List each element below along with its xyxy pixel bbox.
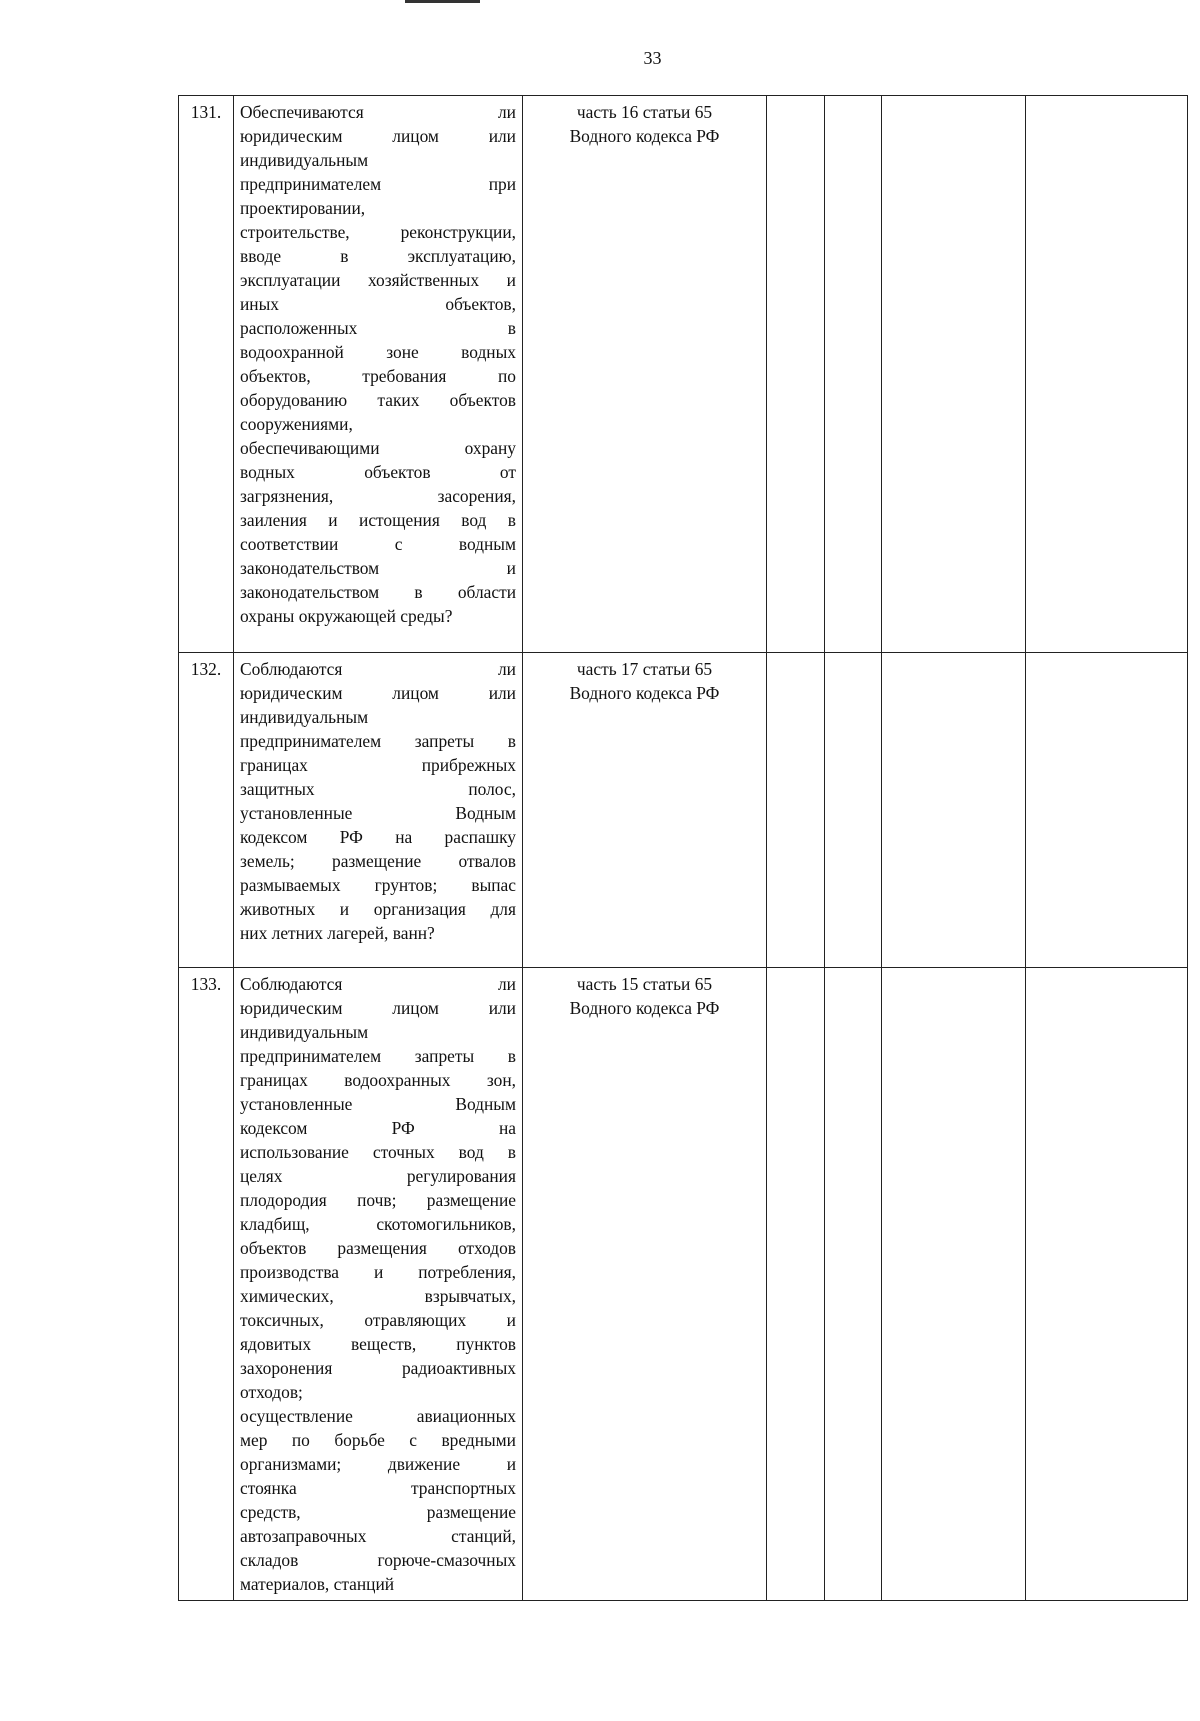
row-number: 133. — [179, 968, 234, 1601]
question-line: автозаправочных станций, — [240, 1526, 516, 1546]
question-line: размываемых грунтов; выпас — [240, 875, 516, 895]
question-line: строительстве, реконструкции, — [240, 222, 516, 242]
question-line: отходов; — [240, 1382, 303, 1402]
answer-yes-cell — [767, 968, 825, 1601]
question-line: животных и организация для — [240, 899, 516, 919]
question-line: оборудованию таких объектов — [240, 390, 516, 410]
question-line: водоохранной зоне водных — [240, 342, 516, 362]
page-number: 33 — [643, 48, 662, 68]
question-line: сооружениями, — [240, 414, 353, 434]
legal-reference-line: часть 15 статьи 65 — [576, 974, 713, 994]
question-line: юридическим лицом или — [240, 683, 516, 703]
question-line: объектов, требования по — [240, 366, 516, 386]
question-line: законодательством в области — [240, 582, 516, 602]
question-line: водных объектов от — [240, 462, 516, 482]
question-line: осуществление авиационных — [240, 1406, 516, 1426]
question-line: вводе в эксплуатацию, — [240, 246, 516, 266]
question-line: проектировании, — [240, 198, 366, 218]
question-line: загрязнения, засорения, — [240, 486, 516, 506]
question-line: кодексом РФ на распашку — [240, 827, 516, 847]
question-line: использование сточных вод в — [240, 1142, 516, 1162]
question-line: объектов размещения отходов — [240, 1238, 516, 1258]
question-line: кладбищ, скотомогильников, — [240, 1214, 516, 1234]
scan-artifact — [405, 0, 480, 3]
question-line: токсичных, отравляющих и — [240, 1310, 516, 1330]
question-text — [234, 968, 523, 1601]
question-line: индивидуальным — [240, 707, 369, 727]
question-line: целях регулирования — [240, 1166, 516, 1186]
question-line: земель; размещение отвалов — [240, 851, 516, 871]
question-line: средств, размещение — [240, 1502, 516, 1522]
question-line: установленные Водным — [240, 803, 516, 823]
row-number: 132. — [179, 653, 234, 968]
question-line: границах прибрежных — [240, 755, 516, 775]
answer-no-cell — [825, 96, 882, 653]
legal-reference-line: Водного кодекса РФ — [569, 998, 720, 1018]
notes-cell — [1026, 96, 1188, 653]
question-line: них летних лагерей, ванн? — [240, 923, 435, 943]
question-line: материалов, станций — [240, 1574, 395, 1594]
question-line: границах водоохранных зон, — [240, 1070, 516, 1090]
question-line: обеспечивающими охрану — [240, 438, 516, 458]
question-line: мер по борьбе с вредными — [240, 1430, 516, 1450]
question-line: иных объектов, — [240, 294, 516, 314]
question-line: ядовитых веществ, пунктов — [240, 1334, 516, 1354]
question-line: установленные Водным — [240, 1094, 516, 1114]
question-line: охраны окружающей среды? — [240, 606, 453, 626]
table-row — [179, 96, 1188, 653]
notes-cell — [1026, 653, 1188, 968]
question-line: расположенных в — [240, 318, 516, 338]
legal-reference-line: Водного кодекса РФ — [569, 126, 720, 146]
legal-reference-line: часть 16 статьи 65 — [576, 102, 713, 122]
answer-yes-cell — [767, 96, 825, 653]
question-line: кодексом РФ на — [240, 1118, 516, 1138]
question-line: предпринимателем запреты в — [240, 731, 516, 751]
question-line: стоянка транспортных — [240, 1478, 516, 1498]
legal-reference — [523, 968, 767, 1601]
question-line: химических, взрывчатых, — [240, 1286, 516, 1306]
question-line: Соблюдаются ли — [240, 974, 516, 994]
question-line: индивидуальным — [240, 150, 369, 170]
answer-na-cell — [882, 968, 1026, 1601]
question-line: захоронения радиоактивных — [240, 1358, 516, 1378]
question-line: юридическим лицом или — [240, 126, 516, 146]
answer-yes-cell — [767, 653, 825, 968]
question-line: складов горюче-смазочных — [240, 1550, 516, 1570]
question-line: защитных полос, — [240, 779, 516, 799]
question-line: законодательством и — [240, 558, 516, 578]
answer-no-cell — [825, 968, 882, 1601]
table-row — [179, 653, 1188, 968]
question-line: производства и потребления, — [240, 1262, 516, 1282]
notes-cell — [1026, 968, 1188, 1601]
answer-no-cell — [825, 653, 882, 968]
question-line: плодородия почв; размещение — [240, 1190, 516, 1210]
question-line: Соблюдаются ли — [240, 659, 516, 679]
row-number: 131. — [179, 96, 234, 653]
answer-na-cell — [882, 96, 1026, 653]
question-text — [234, 96, 523, 653]
legal-reference-line: часть 17 статьи 65 — [576, 659, 713, 679]
question-line: предпринимателем при — [240, 174, 516, 194]
legal-reference — [523, 653, 767, 968]
checklist-table — [178, 95, 1188, 1601]
question-line: организмами; движение и — [240, 1454, 516, 1474]
question-line: заиления и истощения вод в — [240, 510, 516, 530]
question-line: предпринимателем запреты в — [240, 1046, 516, 1066]
question-line: юридическим лицом или — [240, 998, 516, 1018]
legal-reference-line: Водного кодекса РФ — [569, 683, 720, 703]
question-line: Обеспечиваются ли — [240, 102, 516, 122]
legal-reference — [523, 96, 767, 653]
answer-na-cell — [882, 653, 1026, 968]
question-line: соответствии с водным — [240, 534, 516, 554]
table-row — [179, 968, 1188, 1601]
question-text — [234, 653, 523, 968]
question-line: индивидуальным — [240, 1022, 369, 1042]
question-line: эксплуатации хозяйственных и — [240, 270, 516, 290]
